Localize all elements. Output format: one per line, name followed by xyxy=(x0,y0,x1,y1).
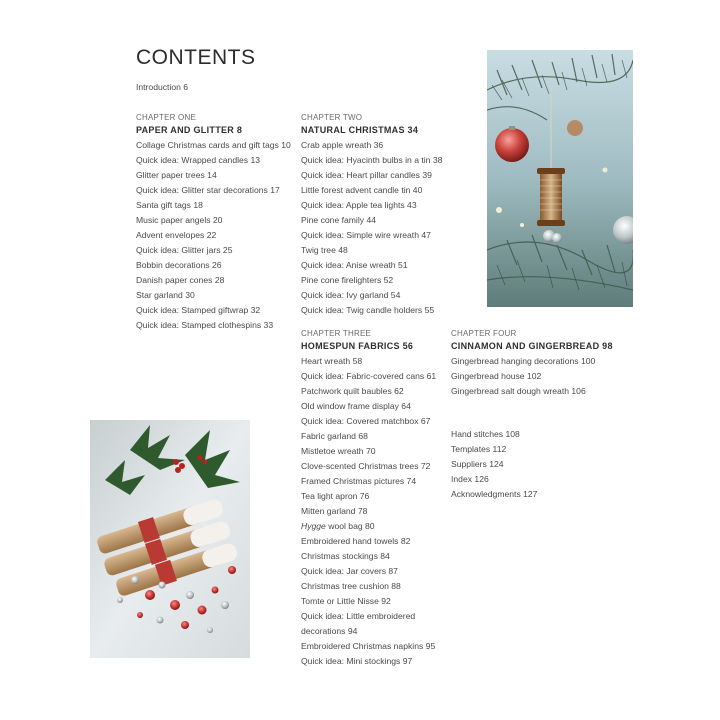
toc-entry: Gingerbread hanging decorations 100 xyxy=(451,356,596,366)
toc-entry: Quick idea: Stamped giftwrap 32 xyxy=(136,305,261,315)
chapter-one-section xyxy=(136,112,296,333)
toc-entry: Suppliers 124 xyxy=(451,459,504,469)
toc-entry: Advent envelopes 22 xyxy=(136,230,217,240)
toc-entry: Collage Christmas cards and gift tags 10 xyxy=(136,140,291,150)
toc-entry: Embroidered Christmas napkins 95 xyxy=(301,641,436,651)
toc-entry: Quick idea: Heart pillar candles 39 xyxy=(301,170,432,180)
toc-entry: Music paper angels 20 xyxy=(136,215,223,225)
toc-entry: Danish paper cones 28 xyxy=(136,275,225,285)
toc-entry: Clove-scented Christmas trees 72 xyxy=(301,461,431,471)
toc-entry: Tea light apron 76 xyxy=(301,491,370,501)
toc-entry: Quick idea: Covered matchbox 67 xyxy=(301,416,431,426)
contents-title: CONTENTS xyxy=(136,46,256,69)
toc-entry: Quick idea: Simple wire wreath 47 xyxy=(301,230,431,240)
toc-entry: Old window frame display 64 xyxy=(301,401,411,411)
toc-entry: Quick idea: Mini stockings 97 xyxy=(301,656,413,666)
toc-entry: Mitten garland 78 xyxy=(301,506,368,516)
toc-entry: Quick idea: Fabric-covered cans 61 xyxy=(301,371,437,381)
toc-entry: Star garland 30 xyxy=(136,290,195,300)
toc-entry: Pine cone family 44 xyxy=(301,215,376,225)
toc-entry: Heart wreath 58 xyxy=(301,356,363,366)
toc-entry: Quick idea: Wrapped candles 13 xyxy=(136,155,261,165)
toc-entry: Quick idea: Glitter star decorations 17 xyxy=(136,185,280,195)
toc-entry: Twig tree 48 xyxy=(301,245,348,255)
toc-entry: Gingerbread house 102 xyxy=(451,371,542,381)
chapter-label: CHAPTER THREE xyxy=(301,329,372,338)
toc-entry: Mistletoe wreath 70 xyxy=(301,446,376,456)
hygge-word: Hygge xyxy=(301,521,326,531)
toc-entry: Quick idea: Jar covers 87 xyxy=(301,566,398,576)
toc-entry: Little forest advent candle tin 40 xyxy=(301,185,423,195)
toc-entry: Glitter paper trees 14 xyxy=(136,170,217,180)
toc-entry: Quick idea: Apple tea lights 43 xyxy=(301,200,417,210)
toc-entry: Pine cone firelighters 52 xyxy=(301,275,394,285)
toc-entry: Index 126 xyxy=(451,474,489,484)
toc-entry: Framed Christmas pictures 74 xyxy=(301,476,417,486)
christmas-tree-ornament-photo xyxy=(487,50,633,307)
toc-entry xyxy=(301,519,446,534)
chapter-title: NATURAL CHRISTMAS 34 xyxy=(301,125,419,135)
chapter-label: CHAPTER TWO xyxy=(301,113,363,122)
toc-entry: Quick idea: Anise wreath 51 xyxy=(301,260,408,270)
toc-entry: Embroidered hand towels 82 xyxy=(301,536,411,546)
toc-entry: Tomte or Little Nisse 92 xyxy=(301,596,391,606)
toc-entry: Quick idea: Twig candle holders 55 xyxy=(301,305,435,315)
chapter-title: HOMESPUN FABRICS 56 xyxy=(301,341,414,351)
tree-photo-illustration xyxy=(487,50,633,307)
toc-entry: Quick idea: Little embroidered decorations 94 xyxy=(301,611,416,636)
toc-entry: Quick idea: Ivy garland 54 xyxy=(301,290,401,300)
toc-entry: Acknowledgments 127 xyxy=(451,489,538,499)
backmatter-section xyxy=(451,427,601,502)
chapter-title: PAPER AND GLITTER 8 xyxy=(136,125,243,135)
chapter-label: CHAPTER FOUR xyxy=(451,329,517,338)
chapter-label: CHAPTER ONE xyxy=(136,113,196,122)
chapter-two-section xyxy=(301,112,481,318)
introduction-entry: Introduction 6 xyxy=(136,82,189,92)
wrapped-candles-photo xyxy=(90,420,250,658)
toc-entry: Patchwork quilt baubles 62 xyxy=(301,386,404,396)
toc-entry: Quick idea: Stamped clothespins 33 xyxy=(136,320,274,330)
toc-entry: Gingerbread salt dough wreath 106 xyxy=(451,386,586,396)
candles-photo-illustration xyxy=(90,420,250,658)
toc-entry: Templates 112 xyxy=(451,444,507,454)
chapter-four-section xyxy=(451,328,641,399)
toc-entry: Christmas stockings 84 xyxy=(301,551,390,561)
toc-entry: Santa gift tags 18 xyxy=(136,200,203,210)
chapter-title: CINNAMON AND GINGERBREAD 98 xyxy=(451,341,613,351)
wool-bag-text: wool bag 80 xyxy=(325,521,375,531)
toc-entry: Fabric garland 68 xyxy=(301,431,368,441)
toc-entry: Bobbin decorations 26 xyxy=(136,260,222,270)
toc-entry: Quick idea: Hyacinth bulbs in a tin 38 xyxy=(301,155,443,165)
toc-entry: Quick idea: Glitter jars 25 xyxy=(136,245,233,255)
toc-entry: Hand stitches 108 xyxy=(451,429,520,439)
toc-entry: Christmas tree cushion 88 xyxy=(301,581,401,591)
chapter-three-section xyxy=(301,328,446,669)
toc-entry: Crab apple wreath 36 xyxy=(301,140,384,150)
